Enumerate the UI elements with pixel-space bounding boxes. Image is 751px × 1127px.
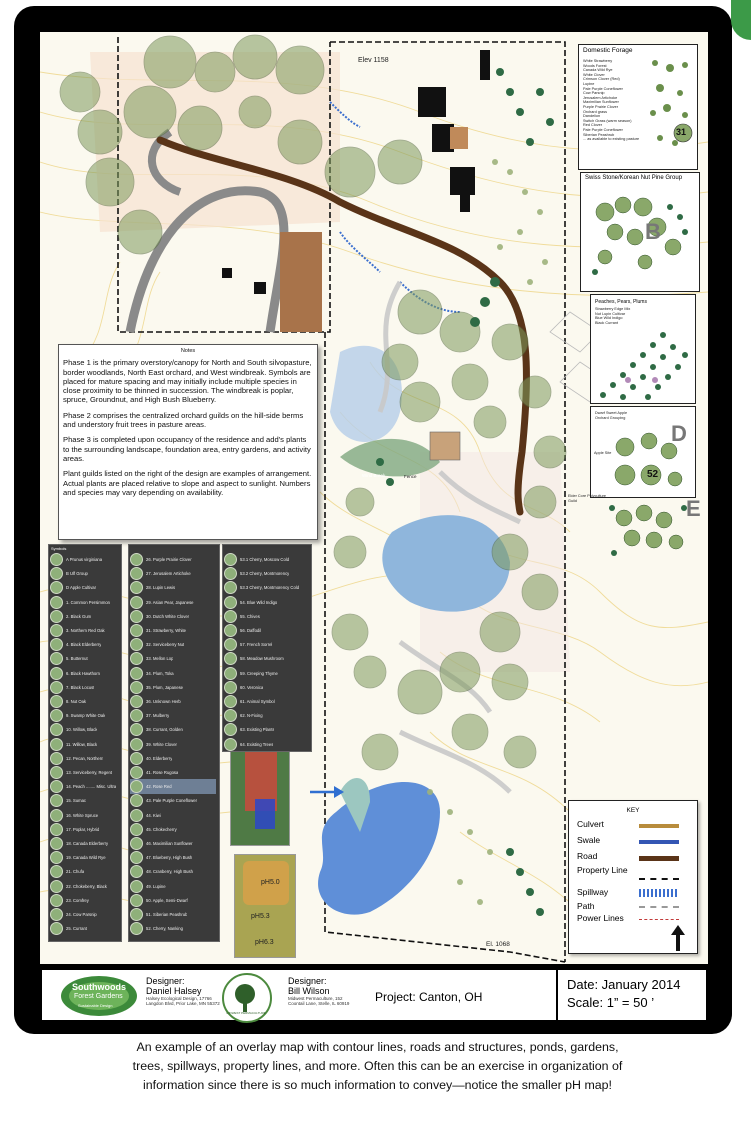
notes-box — [58, 344, 318, 540]
symbol-label: 38. Currant, Golden — [146, 727, 183, 733]
symbol-swatch-icon — [50, 638, 63, 651]
symbol-row — [130, 580, 216, 595]
symbol-row — [130, 921, 216, 936]
logo1-line1: Southwoods — [72, 982, 126, 992]
symbol-row — [130, 779, 216, 794]
symbol-swatch-icon — [50, 894, 63, 907]
key-property-line — [639, 878, 679, 880]
symbol-row — [130, 737, 216, 752]
symbol-row — [130, 765, 216, 780]
designer-1-info: Halsey Ecological Design, 17766 Langdon Blvd, Prior Lake, MN 55372 — [146, 996, 220, 1006]
symbol-swatch-icon — [130, 652, 143, 665]
symbol-swatch-icon — [130, 908, 143, 921]
key-culvert-label: Culvert — [577, 819, 604, 829]
aerial-inset-map — [230, 740, 290, 846]
symbol-row — [50, 808, 118, 823]
symbol-swatch-icon — [130, 681, 143, 694]
symbol-row — [50, 864, 118, 879]
peaches-pears-plums-guild — [590, 294, 696, 404]
symbol-label: 43. Pale Purple Coneflower — [146, 798, 197, 804]
symbol-label: 2. Black Gum — [66, 613, 92, 619]
symbol-label: 48. Cranberry, High Bush — [146, 869, 193, 875]
symbol-label: 49. Lupine — [146, 883, 166, 889]
notes-title: Notes — [180, 348, 196, 354]
symbol-swatch-icon — [50, 709, 63, 722]
symbol-label: 24. Cow Parsnip — [66, 912, 97, 917]
symbol-row — [50, 879, 118, 894]
symbol-label: 47. Blueberry, High Bush — [146, 855, 193, 861]
key-road-label: Road — [577, 851, 598, 861]
symbol-swatch-icon — [130, 581, 143, 594]
symbol-row — [224, 680, 308, 695]
symbol-label: 25. Currant — [66, 926, 87, 932]
symbol-label: 18. Canada Elderberry — [66, 841, 109, 846]
symbol-swatch-icon — [224, 596, 237, 609]
southwoods-logo — [60, 974, 138, 1018]
symbol-label: A Prunus virginiana — [66, 557, 103, 562]
logo1-line2: Forest Gardens — [74, 993, 123, 1000]
page-corner-accent — [731, 0, 751, 40]
symbol-label: 37. Mulberry — [146, 713, 170, 719]
symbol-row — [130, 907, 216, 922]
symbol-swatch-icon — [130, 880, 143, 893]
symbol-row — [130, 864, 216, 879]
symbol-row — [130, 609, 216, 624]
key-path-line — [639, 906, 679, 908]
key-spillway-label: Spillway — [577, 887, 609, 897]
wind-break-label: Wind Break — [362, 473, 386, 478]
pond-center — [382, 515, 510, 612]
symbol-label: 58. Meadow Mushroom — [240, 656, 284, 662]
symbol-row — [50, 694, 118, 709]
symbol-row — [130, 708, 216, 723]
symbol-row — [130, 751, 216, 766]
project-scale: Scale: 1” = 50 ’ — [567, 995, 655, 1010]
symbol-row — [50, 680, 118, 695]
symbol-swatch-icon — [224, 723, 237, 736]
symbol-row — [224, 580, 308, 595]
symbol-row — [50, 552, 118, 567]
symbol-label: 61. Animal Symbol — [240, 699, 275, 704]
symbol-label: 4. Black Elderberry — [66, 642, 102, 648]
peaches-list: Strawberry Edge Mix Nut Lupin Cultivar Blue Wild Indigo Black Currant — [595, 307, 631, 325]
symbol-row — [50, 666, 118, 681]
symbol-label: 52. Cherry, Nanking — [146, 926, 183, 932]
guild-letter-d: D — [671, 421, 687, 446]
symbol-swatch-icon — [50, 610, 63, 623]
symbol-label: 53.1 Cherry, Moscow Cold — [240, 557, 290, 562]
symbol-row — [224, 595, 308, 610]
symbol-label: 54. Blue Wild Indigo — [240, 599, 278, 605]
symbol-label: 32. Serviceberry Nut — [146, 642, 185, 648]
peaches-pears-plums-title: Peaches, Pears, Plums — [595, 299, 647, 305]
symbol-row — [130, 694, 216, 709]
symbol-row — [130, 637, 216, 652]
symbol-row — [224, 694, 308, 709]
symbol-row — [50, 708, 118, 723]
symbol-row — [50, 737, 118, 752]
symbol-row — [50, 722, 118, 737]
symbol-label: 8. Nut Oak — [66, 699, 87, 704]
symbol-label: 64. Existing Trees — [240, 741, 274, 747]
symbol-label: 46. Maximilian Sunflower — [146, 841, 193, 846]
symbol-swatch-icon — [130, 809, 143, 822]
symbol-label: 7. Black Locust — [66, 684, 95, 690]
key-swale-label: Swale — [577, 835, 601, 845]
symbol-swatch-icon — [50, 908, 63, 921]
fence-label: Fence — [404, 474, 417, 479]
symbol-row — [130, 793, 216, 808]
symbol-label: 45. Chokecherry — [146, 826, 177, 832]
badge-31: 31 — [676, 127, 687, 137]
symbol-swatch-icon — [50, 738, 63, 751]
symbol-swatch-icon — [224, 610, 237, 623]
elder-core-title: Elder Core Polyculture Guild — [568, 494, 606, 503]
caption-line-1: An example of an overlay map with contour lines, roads and structures, ponds, gardens, — [136, 1040, 619, 1054]
symbol-swatch-icon — [50, 567, 63, 580]
symbol-swatch-icon — [224, 553, 237, 566]
date-scale — [567, 976, 680, 1012]
guild-letter-e: E — [686, 496, 701, 521]
domestic-forage-guild — [578, 44, 698, 170]
symbol-label: 34. Plum, Toka — [146, 670, 174, 676]
symbol-label: 26. Purple Prairie Clover — [146, 557, 192, 562]
symbol-row — [130, 879, 216, 894]
figure-caption — [40, 1038, 715, 1095]
logo2-text: MIDWEST PERMACULTURE — [226, 1011, 266, 1015]
symbol-label: 29. Asian Pear, Japanese — [146, 599, 194, 605]
symbol-label: 56. Daffodil — [240, 628, 262, 633]
symbol-row — [50, 836, 118, 851]
notes-phase-1: Phase 1 is the primary overstory/canopy for North and South silvopasture, border woodlands, North East orchard, and West windbreak. Symbols are placed for mature spacing and may initially include multiple species in close proximity to be thinned in succession. The windbreak is poplar, spruce, Groundnut, and High Bush Blueberry. — [63, 358, 312, 405]
symbol-label: 42. Rose Red — [146, 784, 172, 790]
symbol-swatch-icon — [130, 553, 143, 566]
key-power-line — [639, 919, 679, 920]
key-power-label: Power Lines — [577, 913, 624, 923]
key-path-label: Path — [577, 901, 595, 911]
symbol-swatch-icon — [224, 652, 237, 665]
symbol-swatch-icon — [130, 667, 143, 680]
symbol-label: 51. Siberian Peashrub — [146, 912, 188, 917]
symbol-row — [130, 850, 216, 865]
symbol-label: 17. Poplar, Hybrid — [66, 826, 100, 832]
symbol-label: 31. Strawberry, White — [146, 628, 186, 633]
symbol-row — [50, 779, 118, 794]
north-arrow-icon — [669, 925, 687, 951]
notes-plant-guilds: Plant guilds listed on the right of the design are examples of arrangement. Actual plants are placed relative to slope and aspect to sunlight. Numbers and species may vary depending on availability. — [63, 469, 312, 497]
elevation-top-label: Elev 1158 — [358, 57, 389, 64]
symbol-swatch-icon — [50, 581, 63, 594]
swiss-pine-cluster — [585, 187, 695, 287]
symbol-row — [50, 751, 118, 766]
symbol-swatch-icon — [50, 681, 63, 694]
symbol-swatch-icon — [130, 922, 143, 935]
symbol-label: 55. Chives — [240, 613, 260, 619]
symbol-swatch-icon — [130, 695, 143, 708]
symbol-label: B Ulf Group — [66, 571, 88, 577]
symbol-swatch-icon — [50, 624, 63, 637]
symbol-label: D Apple Cultivar — [66, 585, 97, 591]
peaches-rows — [593, 325, 693, 401]
symbol-row — [50, 793, 118, 808]
symbol-label: 50. Apple, Semi-Dwarf — [146, 897, 188, 903]
symbol-row — [50, 580, 118, 595]
symbol-row — [50, 850, 118, 865]
symbol-row — [130, 651, 216, 666]
symbol-swatch-icon — [50, 851, 63, 864]
symbol-swatch-icon — [224, 624, 237, 637]
symbol-label: 16. White Spruce — [66, 812, 99, 818]
symbol-row — [130, 552, 216, 567]
symbol-swatch-icon — [130, 624, 143, 637]
symbol-row — [50, 623, 118, 638]
symbol-row — [224, 637, 308, 652]
domestic-forage-title: Domestic Forage — [583, 47, 633, 54]
symbol-swatch-icon — [224, 581, 237, 594]
symbol-label: 44. Kiwi — [146, 812, 161, 818]
symbol-row — [224, 666, 308, 681]
symbol-swatch-icon — [50, 865, 63, 878]
symbol-swatch-icon — [130, 794, 143, 807]
symbol-swatch-icon — [50, 695, 63, 708]
symbol-swatch-icon — [130, 837, 143, 850]
key-property-label: Property Line — [577, 865, 628, 875]
symbol-swatch-icon — [130, 723, 143, 736]
elevation-bottom-label: El. 1068 — [486, 941, 510, 948]
notes-phase-2: Phase 2 comprises the centralized orchard guilds on the hill-side berms and understory fruit trees in pasture areas. — [63, 410, 304, 430]
symbol-label: 1. Common Persimmon — [66, 599, 110, 605]
symbol-swatch-icon — [130, 780, 143, 793]
symbol-row — [50, 893, 118, 908]
symbol-row — [224, 651, 308, 666]
ph-inset-map — [234, 854, 296, 958]
symbol-label: 10. Willow, Black — [66, 727, 98, 733]
symbol-row — [50, 637, 118, 652]
symbol-swatch-icon — [50, 652, 63, 665]
symbol-swatch-icon — [50, 752, 63, 765]
symbol-label: 3. Northern Red Oak — [66, 628, 105, 633]
symbol-swatch-icon — [130, 596, 143, 609]
symbol-row — [130, 595, 216, 610]
project-date: Date: January 2014 — [567, 977, 681, 992]
key-swale-line — [639, 840, 679, 844]
symbol-label: 9. Swamp White Oak — [66, 713, 106, 719]
key-road-line — [639, 856, 679, 861]
ph-label-6-3: pH6.3 — [255, 939, 274, 946]
designer-2-name: Bill Wilson — [288, 986, 330, 996]
symbol-label: 22. Chokeberry, Black — [66, 883, 107, 889]
dwarf-apple-orchard-guild — [590, 406, 696, 498]
symbol-row — [130, 680, 216, 695]
symbol-swatch-icon — [130, 766, 143, 779]
symbol-label: 62. N-Fixing — [240, 713, 263, 719]
symbol-label: 63. Existing Plants — [240, 727, 275, 733]
symbol-label: 28. Lupin Lewis — [146, 585, 176, 591]
symbol-label: 41. Rose Rugosa — [146, 770, 179, 775]
aerial-inset-blue-zone — [255, 799, 275, 829]
symbol-swatch-icon — [50, 766, 63, 779]
swiss-stone-pine-guild — [580, 172, 700, 292]
symbol-label: 5. Butternut — [66, 656, 88, 662]
title-block-divider — [556, 970, 558, 1020]
symbol-swatch-icon — [224, 638, 237, 651]
symbol-label: 39. White Clover — [146, 741, 177, 747]
designer-2-label: Designer: — [288, 976, 327, 986]
designer-1-name: Daniel Halsey — [146, 986, 202, 996]
symbol-row — [50, 921, 118, 936]
symbol-label: 23. Comfrey — [66, 897, 89, 903]
symbol-swatch-icon — [50, 596, 63, 609]
key-title: KEY — [626, 807, 640, 814]
symbol-row — [50, 566, 118, 581]
designer-2 — [288, 976, 360, 1006]
symbol-row — [50, 651, 118, 666]
symbol-label: 30. Dutch White Clover — [146, 613, 190, 619]
symbol-label: 14. Peach ........ Misc. Ultra — [66, 784, 117, 790]
symbol-swatch-icon — [130, 752, 143, 765]
symbol-label: 19. Canada Wild Rye — [66, 855, 106, 861]
map-key — [568, 800, 698, 954]
symbols-header: Symbols — [51, 546, 67, 551]
symbol-row — [130, 722, 216, 737]
symbol-row — [224, 623, 308, 638]
symbol-row — [224, 722, 308, 737]
symbol-swatch-icon — [130, 851, 143, 864]
symbol-swatch-icon — [224, 709, 237, 722]
midwest-permaculture-logo — [222, 973, 272, 1023]
symbol-label: 12. Pecan, Northern — [66, 755, 104, 761]
ph-label-5-0: pH5.0 — [261, 879, 280, 886]
symbol-swatch-icon — [50, 809, 63, 822]
project-name: Project: Canton, OH — [375, 990, 483, 1004]
symbol-label: 35. Plum, Japanese — [146, 684, 184, 690]
symbol-swatch-icon — [50, 780, 63, 793]
garden-bed — [430, 432, 460, 460]
symbol-swatch-icon — [50, 553, 63, 566]
symbol-label: 6. Black Hawthorn — [66, 670, 100, 676]
swiss-stone-pine-title: Swiss Stone/Korean Nut Pine Group — [585, 175, 683, 181]
symbol-row — [50, 765, 118, 780]
symbol-swatch-icon — [224, 667, 237, 680]
driveway-parking — [280, 232, 322, 332]
guild-letter-b: B — [645, 219, 661, 244]
symbol-label: 15. Sumac — [66, 798, 87, 804]
symbol-row — [130, 808, 216, 823]
symbol-row — [224, 609, 308, 624]
symbol-row — [224, 708, 308, 723]
designer-2-info: Midwest Permaculture, 152 Coontail Lane, Stelle, IL 60919 — [288, 996, 350, 1006]
notes-phase-3: Phase 3 is completed upon occupancy of the residence and add's plants to the surrounding landscape, foundation area, entry gardens, and activity areas. — [63, 435, 311, 463]
symbol-label: 40. Elderberry — [146, 755, 173, 761]
symbol-swatch-icon — [224, 681, 237, 694]
designer-1-label: Designer: — [146, 976, 185, 986]
symbol-swatch-icon — [224, 695, 237, 708]
dwarf-apple-title: Dwarf Sweet Apple Orchard Grouping — [595, 411, 628, 420]
symbol-row — [224, 737, 308, 752]
caption-line-3: information since there is so much information to convey—notice the smaller pH map! — [143, 1078, 612, 1092]
symbol-swatch-icon — [130, 738, 143, 751]
symbol-row — [50, 907, 118, 922]
symbol-label: 21. Chufa — [66, 869, 85, 875]
symbol-label: 27. Jerusalem Artichoke — [146, 571, 191, 577]
symbol-row — [130, 666, 216, 681]
symbol-row — [224, 552, 308, 567]
symbol-row — [130, 623, 216, 638]
key-culvert-line — [639, 824, 679, 828]
ph-label-5-3: pH5.3 — [251, 913, 270, 920]
symbol-swatch-icon — [130, 823, 143, 836]
symbol-label: 53.3 Cherry, Montmorency Cold — [240, 585, 300, 591]
symbol-swatch-icon — [130, 709, 143, 722]
symbol-row — [50, 609, 118, 624]
domestic-forage-plant-cluster — [645, 53, 695, 165]
symbol-swatch-icon — [50, 723, 63, 736]
caption-line-2: trees, spillways, property lines, and more. Often this can be an exercise in organization of — [132, 1059, 623, 1073]
key-spillway-line — [639, 889, 679, 897]
symbol-swatch-icon — [224, 738, 237, 751]
logo1-line3: Sustainable Design — [78, 1003, 113, 1008]
symbol-row — [130, 893, 216, 908]
garden-shed — [450, 127, 468, 149]
symbol-row — [224, 566, 308, 581]
symbol-swatch-icon — [50, 880, 63, 893]
symbol-row — [130, 822, 216, 837]
symbol-swatch-icon — [130, 567, 143, 580]
symbol-swatch-icon — [50, 794, 63, 807]
symbol-swatch-icon — [130, 638, 143, 651]
symbol-swatch-icon — [130, 894, 143, 907]
title-block — [40, 968, 708, 1022]
symbol-swatch-icon — [130, 610, 143, 623]
symbol-row — [130, 836, 216, 851]
symbol-swatch-icon — [50, 667, 63, 680]
symbol-label: 11. Willow, Black — [66, 741, 98, 747]
symbol-label: 53.2 Cherry, Montmorency — [240, 571, 290, 577]
symbol-swatch-icon — [224, 567, 237, 580]
symbol-label: 60. Veronica — [240, 684, 264, 690]
pond-south — [318, 782, 440, 915]
symbol-label: 57. French Sorrel — [240, 642, 273, 648]
apple-site-label: Apple Site — [594, 451, 612, 455]
symbol-swatch-icon — [130, 865, 143, 878]
symbol-swatch-icon — [50, 837, 63, 850]
symbol-swatch-icon — [50, 823, 63, 836]
badge-52: 52 — [647, 469, 659, 480]
symbol-label: 59. Creeping Thyme — [240, 670, 278, 676]
symbol-swatch-icon — [50, 922, 63, 935]
designer-1 — [146, 976, 226, 1006]
symbol-row — [50, 822, 118, 837]
domestic-forage-list: White Strawberry Woods Forest Canada Wild Rye White Clover Crimson Clover (Red) Lupine Pale Purple Coneflower Cow Parsnip Jerusalem Artichoke Maximilian Sunflower Purple Prairie Clover Orchard grass Dandelion Switch Grass (warm season) Red Clover Pale Purple Coneflower Siberian Peashrub ... as available to existing pasture — [583, 59, 640, 142]
symbol-label: 13. Serviceberry, Regent — [66, 770, 113, 775]
elder-core-cluster — [604, 498, 694, 562]
symbol-row — [50, 595, 118, 610]
symbol-label: 33. Mellon Lop — [146, 656, 174, 662]
elder-core-polyculture-guild — [568, 494, 700, 564]
symbol-label: 36. Unknown Herb — [146, 699, 181, 704]
symbol-row — [130, 566, 216, 581]
pond-green-swale — [340, 439, 440, 477]
